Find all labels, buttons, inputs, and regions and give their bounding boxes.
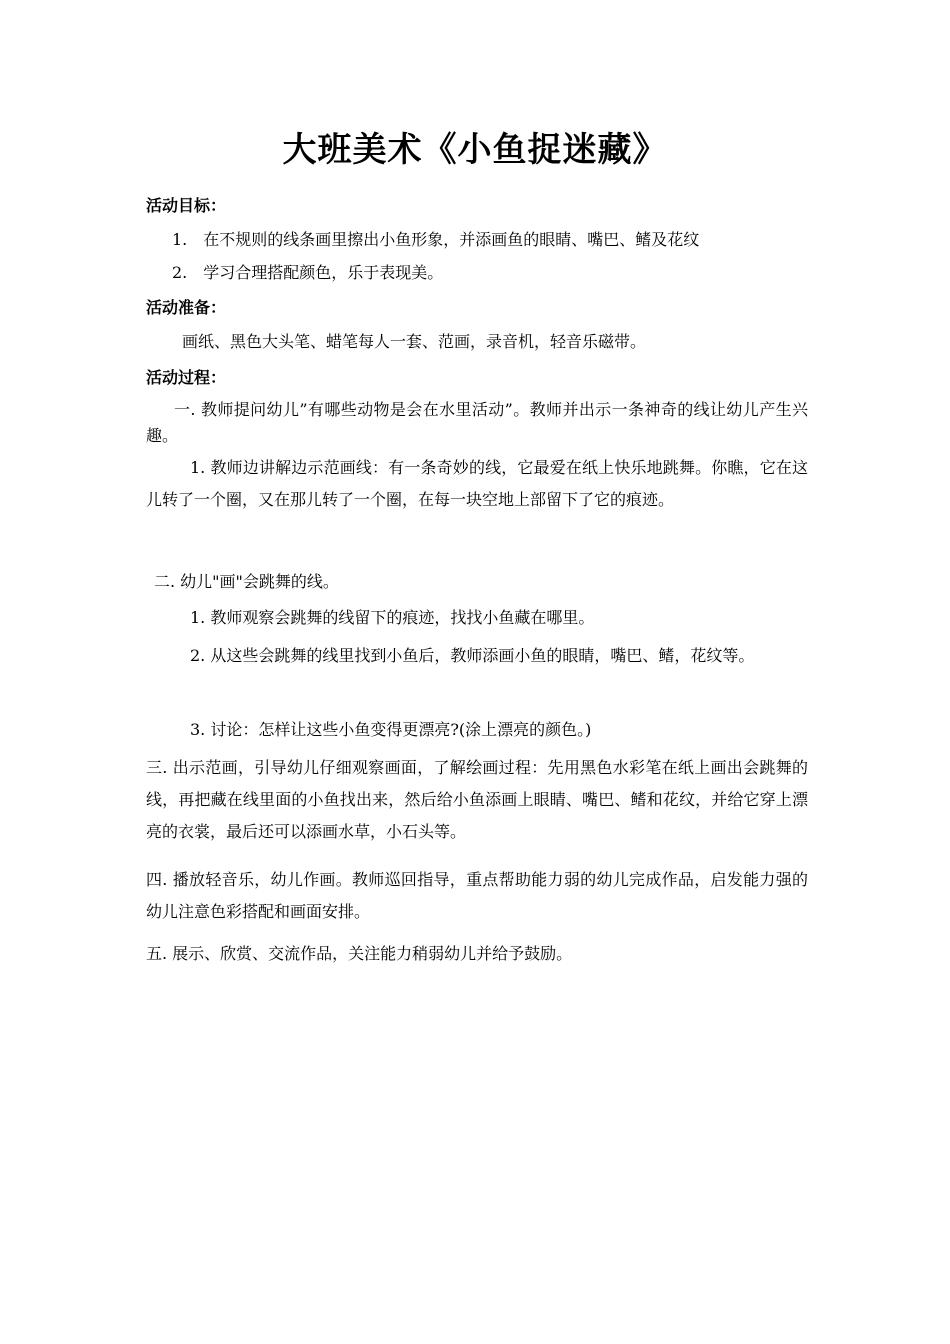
process-step-5: 五. 展示、欣赏、交流作品，关注能力稍弱幼儿并给予鼓励。 — [146, 944, 573, 963]
page-title: 大班美术《小鱼捉迷藏》 — [282, 130, 668, 170]
goal-item-2: 2. 学习合理搭配颜色，乐于表现美。 — [172, 263, 444, 282]
preparation-heading: 活动准备： — [146, 298, 227, 317]
process-step-1-sub-1: 1. 教师边讲解边示范画线：有一条奇妙的线，它最爱在纸上快乐地跳舞。你瞧，它在这儿转了一个圈，又在那儿转了一个圈，在每一块空地上部留下了它的痕迹。 — [146, 458, 808, 509]
process-step-2: 二. 幼儿"画"会跳舞的线。 — [154, 572, 339, 591]
process-step-2-sub-2: 2. 从这些会跳舞的线里找到小鱼后，教师添画小鱼的眼睛，嘴巴、鳍，花纹等。 — [190, 646, 755, 665]
goal-item-1: 1. 在不规则的线条画里擦出小鱼形象，并添画鱼的眼睛、嘴巴、鳍及花纹 — [172, 230, 700, 249]
process-step-1: 一. 教师提问幼儿”有哪些动物是会在水里活动”。教师并出示一条神奇的线让幼儿产生兴趣。 — [146, 400, 808, 445]
process-step-2-sub-3: 3. 讨论：怎样让这些小鱼变得更漂亮?(涂上漂亮的颜色。) — [190, 720, 592, 739]
preparation-text: 画纸、黑色大头笔、蜡笔每人一套、范画，录音机，轻音乐磁带。 — [182, 332, 647, 351]
goals-heading: 活动目标： — [146, 196, 227, 215]
process-step-4: 四. 播放轻音乐，幼儿作画。教师巡回指导，重点帮助能力弱的幼儿完成作品，启发能力强的幼儿注意色彩搭配和画面安排。 — [146, 870, 808, 921]
process-step-3: 三. 出示范画，引导幼儿仔细观察画面，了解绘画过程：先用黑色水彩笔在纸上画出会跳舞的线，再把藏在线里面的小鱼找出来，然后给小鱼添画上眼睛、嘴巴、鳍和花纹，并给它穿上漂亮的衣裳，最后还可以添画水草，小石头等。 — [146, 758, 808, 841]
process-step-2-sub-1: 1. 教师观察会跳舞的线留下的痕迹，找找小鱼藏在哪里。 — [190, 608, 595, 627]
process-heading: 活动过程： — [146, 368, 227, 387]
